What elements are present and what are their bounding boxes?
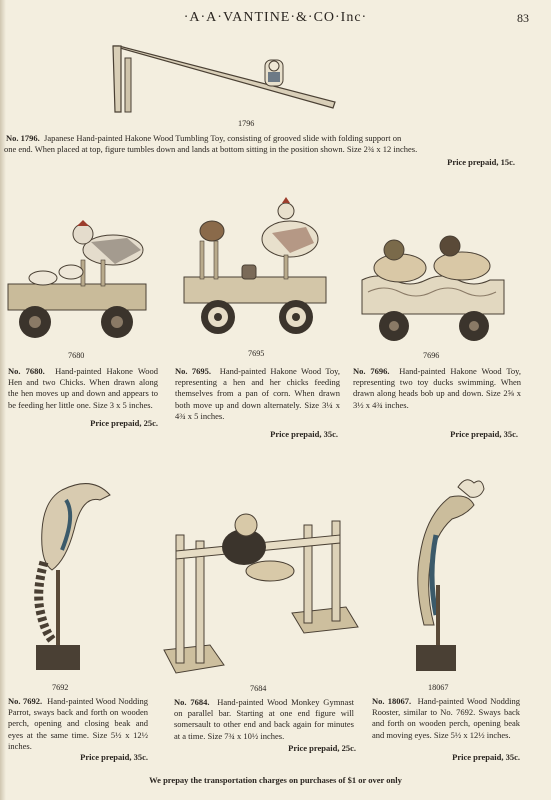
item-7696-price: Price prepaid, 35c. (450, 429, 518, 439)
item-1796-caption: 1796 (238, 119, 255, 128)
page-number: 83 (517, 11, 529, 25)
nodding-rooster-illustration (400, 475, 500, 675)
item-7696-desc-text: Hand-painted Hakone Wood Toy, representing two toy ducks swimming. When drawn along heads bob up and down. Size 2⅝ x 3½ x 4¾ inches. (353, 366, 522, 410)
item-1796-desc-line2: one end. When placed at top, figure tumbles down and lands at bottom sitting in the position shown. Size 2¾ x 12 inches. (4, 144, 418, 155)
item-1796-description (4, 133, 539, 155)
item-7692-description (8, 696, 148, 752)
item-7680-description (8, 366, 158, 411)
item-18067-desc-text: Hand-painted Wood Nodding Rooster, similar to No. 7692. Sways back and forth on wooden perch, opening beak and moving eyes. Size 5½ x 12½ inches. (372, 696, 521, 740)
item-7692-desc-text: Hand-painted Wood Nodding Parrot, sways back and forth on wooden perch, opening and closing beak and eyes at the same time. Size 5½ x 12½ inches. (8, 696, 149, 751)
item-7692-caption: 7692 (52, 683, 69, 692)
item-18067-price: Price prepaid, 35c. (452, 752, 520, 762)
item-7695-description (175, 366, 340, 422)
item-18067-caption: 18067 (428, 683, 449, 692)
tumbling-toy-illustration (105, 40, 345, 120)
item-7695-caption: 7695 (248, 349, 265, 358)
item-7696-number: No. 7696. (353, 366, 390, 376)
page-footer-note: We prepay the transportation charges on purchases of $1 or over only (149, 775, 402, 785)
item-18067-number: No. 18067. (372, 696, 412, 706)
item-1796-price: Price prepaid, 15c. (447, 157, 515, 167)
item-7680-caption: 7680 (68, 351, 85, 360)
item-7684-caption: 7684 (250, 684, 267, 693)
item-18067-description (372, 696, 520, 741)
page-header-title: ·A·A·VANTINE·&·CO·Inc· (183, 10, 368, 25)
item-7692-price: Price prepaid, 35c. (80, 752, 148, 762)
item-7684-description (174, 697, 354, 742)
item-1796-number: No. 1796. (6, 133, 40, 143)
item-7695-desc-text: Hand-painted Hakone Wood Toy, representing a hen and her chicks feeding themselves from a pan of corn. When drawn both move up and down alternately. Size 3¼ x 4¾ x 5 inches. (175, 366, 341, 421)
hen-feeding-toy-illustration (180, 195, 330, 345)
item-7680-price: Price prepaid, 25c. (90, 418, 158, 428)
item-7684-desc-text: Hand-painted Wood Monkey Gymnast on parallel bar. Starting at one end figure will somersault to other end and back again for minutes at a time. Size 7¾ x 10½ inches. (174, 697, 355, 741)
page-binding-edge (0, 0, 6, 800)
item-7692-number: No. 7692. (8, 696, 43, 706)
swimming-ducks-toy-illustration (358, 232, 508, 347)
item-7695-price: Price prepaid, 35c. (270, 429, 338, 439)
item-7696-caption: 7696 (423, 351, 440, 360)
item-7680-number: No. 7680. (8, 366, 45, 376)
item-7695-number: No. 7695. (175, 366, 212, 376)
item-7684-number: No. 7684. (174, 697, 210, 707)
item-7680-desc-text: Hand-painted Hakone Wood Hen and two Chicks. When drawn along the hen moves up and down and appears to be feeding her little one. Size 3 x 5 inches. (8, 366, 159, 410)
hen-chicks-toy-illustration (5, 220, 150, 345)
monkey-gymnast-illustration (162, 505, 362, 680)
nodding-parrot-illustration (22, 470, 122, 675)
item-1796-desc-line1: Japanese Hand-painted Hakone Wood Tumbling Toy, consisting of grooved slide with folding support on (44, 133, 402, 143)
item-7684-price: Price prepaid, 25c. (288, 743, 356, 753)
item-7696-description (353, 366, 521, 411)
